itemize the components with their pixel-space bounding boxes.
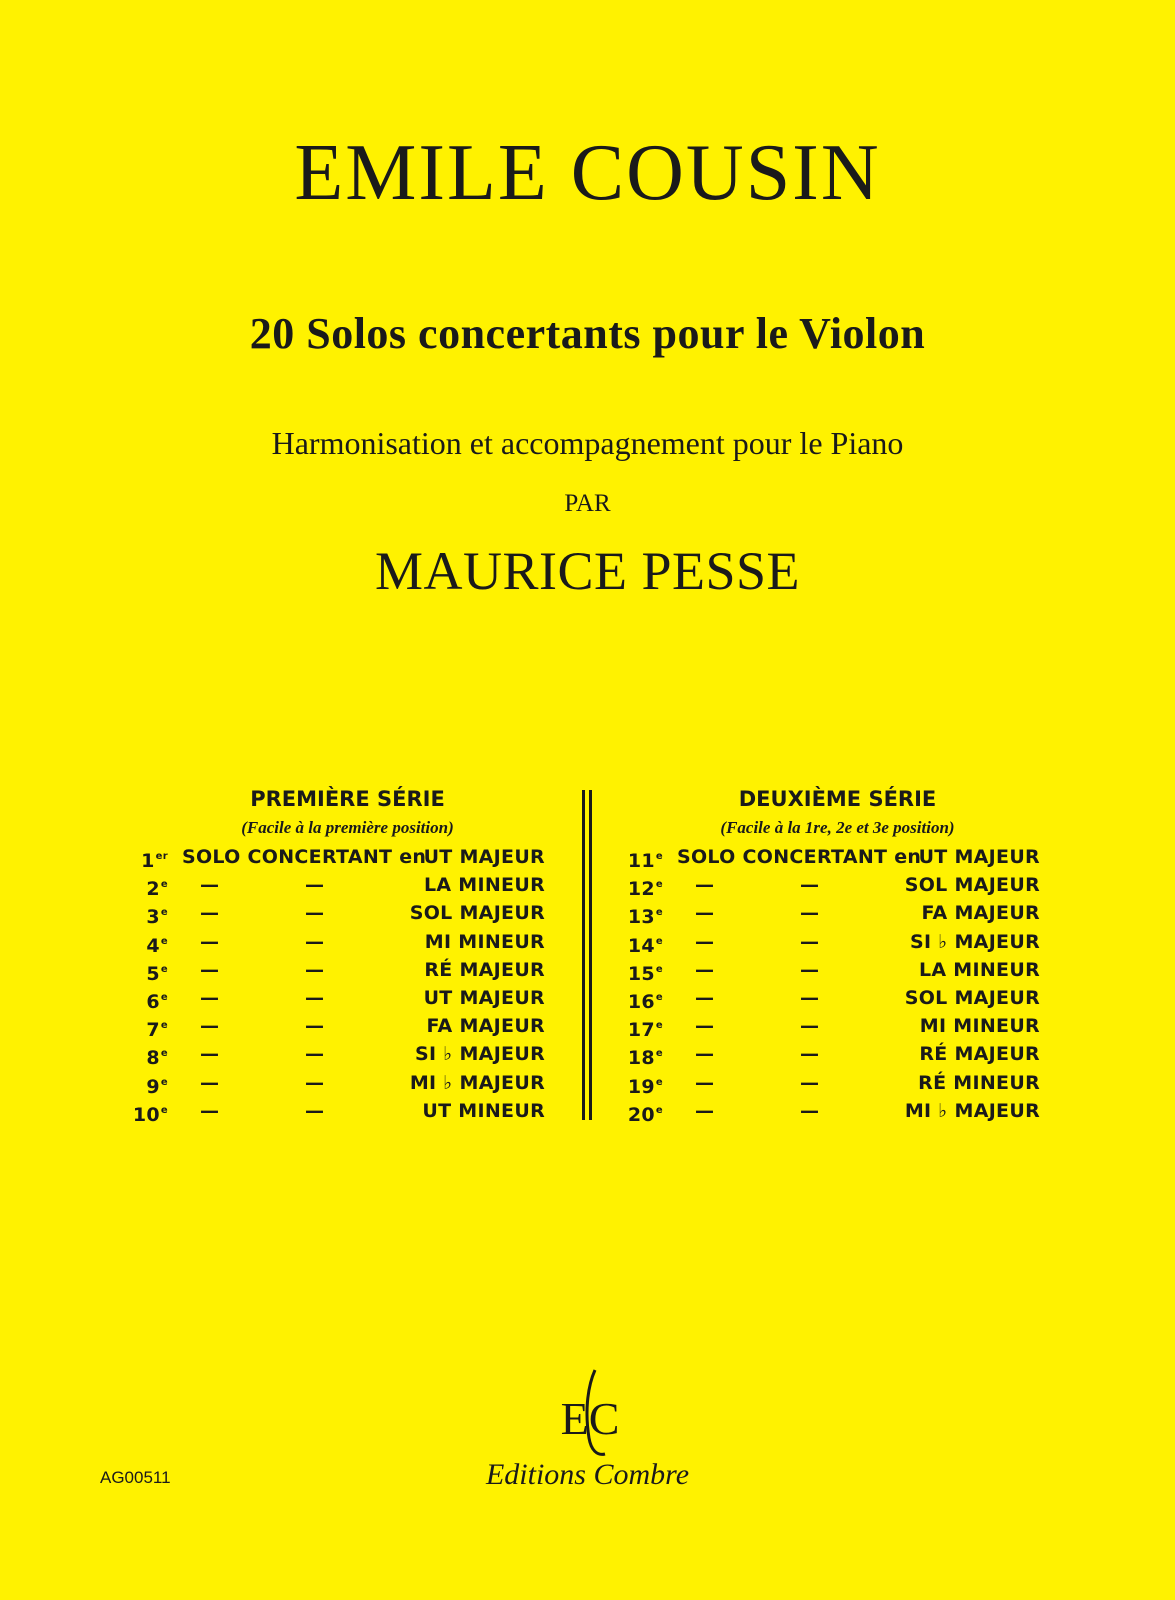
solo-key: SI ♭ MAJEUR [415, 1043, 545, 1066]
solo-key: SI ♭ MAJEUR [910, 930, 1040, 953]
publisher-name: Editions Combre [485, 1458, 690, 1491]
solo-row [625, 871, 1040, 899]
solo-key: SOL MAJEUR [409, 902, 545, 925]
solo-number: 4e [146, 934, 168, 957]
ditto-dash: — [305, 1043, 325, 1066]
ditto-dash: — [695, 1099, 715, 1122]
solo-row [625, 1069, 1040, 1097]
ditto-dash: — [695, 958, 715, 981]
solo-number: 14e [627, 934, 663, 957]
series-heading: DEUXIÈME SÉRIE [738, 787, 937, 811]
composer-name: EMILE COUSIN [294, 129, 881, 217]
solo-key: UT MAJEUR [423, 846, 545, 868]
series-second [625, 785, 1040, 1125]
solo-row [625, 843, 1040, 871]
subtitle: Harmonisation et accompagnement pour le Piano [271, 425, 904, 461]
solo-key: FA MAJEUR [426, 1015, 545, 1038]
solo-row [625, 984, 1040, 1012]
ditto-dash: — [800, 1099, 820, 1122]
solo-row [625, 1040, 1040, 1068]
ditto-dash: — [695, 1043, 715, 1066]
solo-row [130, 1040, 545, 1068]
solo-number: 6e [146, 990, 168, 1013]
ditto-dash: — [695, 1015, 715, 1038]
series-heading: PREMIÈRE SÉRIE [250, 787, 445, 811]
ditto-dash: — [305, 930, 325, 953]
ditto-dash: — [200, 930, 220, 953]
ditto-dash: — [800, 958, 820, 981]
solo-key: RÉ MAJEUR [424, 958, 545, 981]
ditto-dash: — [200, 1043, 220, 1066]
ditto-dash: — [305, 986, 325, 1009]
ditto-dash: — [305, 874, 325, 897]
ditto-dash: — [200, 958, 220, 981]
solo-label: SOLO CONCERTANT en [677, 846, 922, 868]
solo-key: MI ♭ MAJEUR [409, 1071, 545, 1094]
solo-number: 13e [627, 906, 663, 929]
solo-number: 2e [146, 878, 168, 901]
solo-number: 9e [146, 1075, 168, 1098]
ditto-dash: — [305, 958, 325, 981]
solo-number: 20e [627, 1103, 663, 1126]
solo-key: UT MINEUR [422, 1099, 545, 1122]
solo-row [130, 1069, 545, 1097]
ditto-dash: — [695, 986, 715, 1009]
ditto-dash: — [695, 930, 715, 953]
ditto-dash: — [305, 902, 325, 925]
ditto-dash: — [305, 1071, 325, 1094]
solo-row [625, 1012, 1040, 1040]
solo-number: 17e [627, 1019, 663, 1042]
ditto-dash: — [800, 1015, 820, 1038]
solo-key: UT MAJEUR [423, 986, 545, 1009]
solo-key: LA MINEUR [423, 874, 545, 897]
solo-row [625, 956, 1040, 984]
solo-row [130, 1097, 545, 1125]
solo-number: 3e [146, 906, 168, 929]
solo-row [130, 928, 545, 956]
ditto-dash: — [695, 874, 715, 897]
solo-row [130, 956, 545, 984]
solo-number: 19e [627, 1075, 663, 1098]
series-note: (Facile à la 1re, 2e et 3e position) [720, 818, 955, 837]
column-divider [582, 790, 592, 1120]
par-label: PAR [564, 490, 611, 517]
ditto-dash: — [800, 930, 820, 953]
solo-key: LA MINEUR [918, 958, 1040, 981]
solo-key: MI ♭ MAJEUR [904, 1099, 1040, 1122]
series-note: (Facile à la première position) [241, 818, 454, 837]
solo-row [625, 928, 1040, 956]
ditto-dash: — [800, 902, 820, 925]
ditto-dash: — [305, 1015, 325, 1038]
solo-number: 1er [141, 850, 168, 872]
ditto-dash: — [305, 1099, 325, 1122]
ditto-dash: — [800, 1071, 820, 1094]
solo-row [130, 984, 545, 1012]
editions-combre-logo [545, 1368, 635, 1458]
ditto-dash: — [200, 874, 220, 897]
ditto-dash: — [200, 1071, 220, 1094]
solo-row [625, 1097, 1040, 1125]
solo-key: MI MINEUR [424, 930, 545, 953]
solo-number: 11e [627, 850, 663, 872]
solo-key: MI MINEUR [919, 1015, 1040, 1038]
solo-key: RÉ MAJEUR [919, 1043, 1040, 1066]
solo-label: SOLO CONCERTANT en [182, 846, 427, 868]
solo-row [130, 899, 545, 927]
ditto-dash: — [200, 1015, 220, 1038]
ditto-dash: — [200, 1099, 220, 1122]
solo-number: 10e [132, 1103, 168, 1126]
solo-row [130, 1012, 545, 1040]
solo-number: 15e [627, 962, 663, 985]
solo-number: 5e [146, 962, 168, 985]
solo-number: 16e [627, 990, 663, 1013]
ditto-dash: — [800, 986, 820, 1009]
solo-key: SOL MAJEUR [904, 986, 1040, 1009]
solo-row [625, 899, 1040, 927]
ditto-dash: — [200, 986, 220, 1009]
solo-number: 7e [146, 1019, 168, 1042]
ditto-dash: — [800, 1043, 820, 1066]
solo-number: 12e [627, 878, 663, 901]
solo-key: RÉ MINEUR [918, 1071, 1040, 1094]
series-first [130, 785, 545, 1125]
ditto-dash: — [800, 874, 820, 897]
solo-row [130, 843, 545, 871]
solo-key: SOL MAJEUR [904, 874, 1040, 897]
ditto-dash: — [695, 902, 715, 925]
solo-number: 18e [627, 1047, 663, 1070]
ditto-dash: — [200, 902, 220, 925]
logo-monogram: EC [560, 1393, 620, 1444]
work-title: 20 Solos concertants pour le Violon [249, 309, 926, 358]
solo-number: 8e [146, 1047, 168, 1070]
solo-row [130, 871, 545, 899]
ditto-dash: — [695, 1071, 715, 1094]
catalog-number: AG00511 [100, 1468, 171, 1487]
solo-key: FA MAJEUR [921, 902, 1040, 925]
arranger-name: MAURICE PESSE [374, 541, 801, 601]
solo-key: UT MAJEUR [918, 846, 1040, 868]
